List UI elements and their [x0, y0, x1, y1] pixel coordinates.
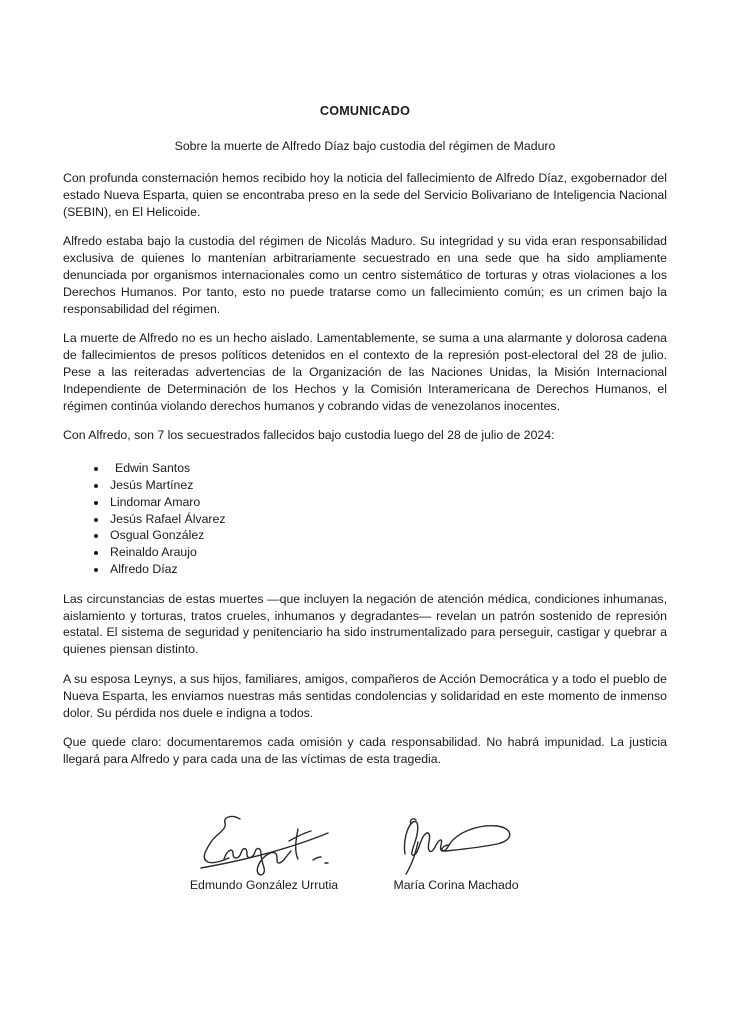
- signatures-section: [63, 812, 667, 892]
- list-item: • Jesús Rafael Álvarez: [108, 511, 667, 528]
- list-item: • Alfredo Díaz: [108, 561, 667, 578]
- paragraph-6: Que quede claro: documentaremos cada omisión y cada responsabilidad. No habrá impunidad. La justicia llegará para Alfredo y para cada una de las víctimas de esta tragedia.: [63, 735, 667, 767]
- page-title: COMUNICADO: [319, 104, 411, 118]
- paragraph-3: La muerte de Alfredo no es un hecho aislado. Lamentablemente, se suma a una alarmante y dolorosa cadena de fallecimientos de presos políticos detenidos en el contexto de la represión post-electoral del 28 de julio. Pese a las reiteradas advertencias de la Organización de las Naciones Unidas, la Misión Internacional Independiente de Determinación de los Hechos y la Comisión Interamericana de Derechos Humanos, el régimen continúa violando derechos humanos y cobrando vidas de venezolanos inocentes.: [63, 331, 667, 413]
- list-item: • Edwin Santos: [108, 460, 667, 477]
- paragraph-4: Las circunstancias de estas muertes —que incluyen la negación de atención médica, condiciones inhumanas, aislamiento y torturas, tratos crueles, inhumanos y degradantes— revelan un patrón sostenido de represión estatal. El sistema de seguridad y penitenciario ha sido instrumentalizado para perseguir, castigar y quebrar a quienes piensan distinto.: [63, 591, 667, 657]
- paragraph-victims-intro: Con Alfredo, son 7 los secuestrados fallecidos bajo custodia luego del 28 de julio de 2024:: [63, 428, 555, 443]
- page-subtitle: Sobre la muerte de Alfredo Díaz bajo custodia del régimen de Maduro: [174, 139, 556, 153]
- list-item: • Osgual González: [108, 527, 667, 544]
- paragraph-1: Con profunda consternación hemos recibido hoy la noticia del fallecimiento de Alfredo Díaz, exgobernador del estado Nueva Esparta, quien se encontraba preso en la sede del Servicio Bolivariano de Inteligencia Nacional (SEBIN), en El Helicoide.: [63, 171, 667, 219]
- signatory-name: María Corina Machado: [393, 877, 519, 892]
- signature-block-maria: [365, 812, 547, 892]
- list-item: • Reinaldo Araujo: [108, 544, 667, 561]
- list-item: • Lindomar Amaro: [108, 494, 667, 511]
- edmundo-gonzalez-signature-image: [194, 812, 334, 876]
- victims-list: [63, 460, 667, 578]
- paragraph-2: Alfredo estaba bajo la custodia del régimen de Nicolás Maduro. Su integridad y su vida eran responsabilidad exclusiva de quienes lo mantenían arbitrariamente secuestrado en una sede que ha sido ampliamente denunciada por organismos internacionales como un centro sistemático de torturas y otras violaciones a los Derechos Humanos. Por tanto, esto no puede tratarse como un fallecimiento común; es un crimen bajo la responsabilidad del régimen.: [63, 234, 667, 316]
- signatory-name: Edmundo González Urrutia: [189, 877, 339, 892]
- signature-block-edmundo: [163, 812, 365, 892]
- maria-corina-machado-signature-image: [391, 812, 521, 876]
- paragraph-5: A su esposa Leynys, a sus hijos, familiares, amigos, compañeros de Acción Democrática y a todo el pueblo de Nueva Esparta, les enviamos nuestras más sentidas condolencias y solidaridad en este momento de inmenso dolor. Su pérdida nos duele e indigna a todos.: [63, 671, 667, 720]
- list-item: • Jesús Martínez: [108, 477, 667, 494]
